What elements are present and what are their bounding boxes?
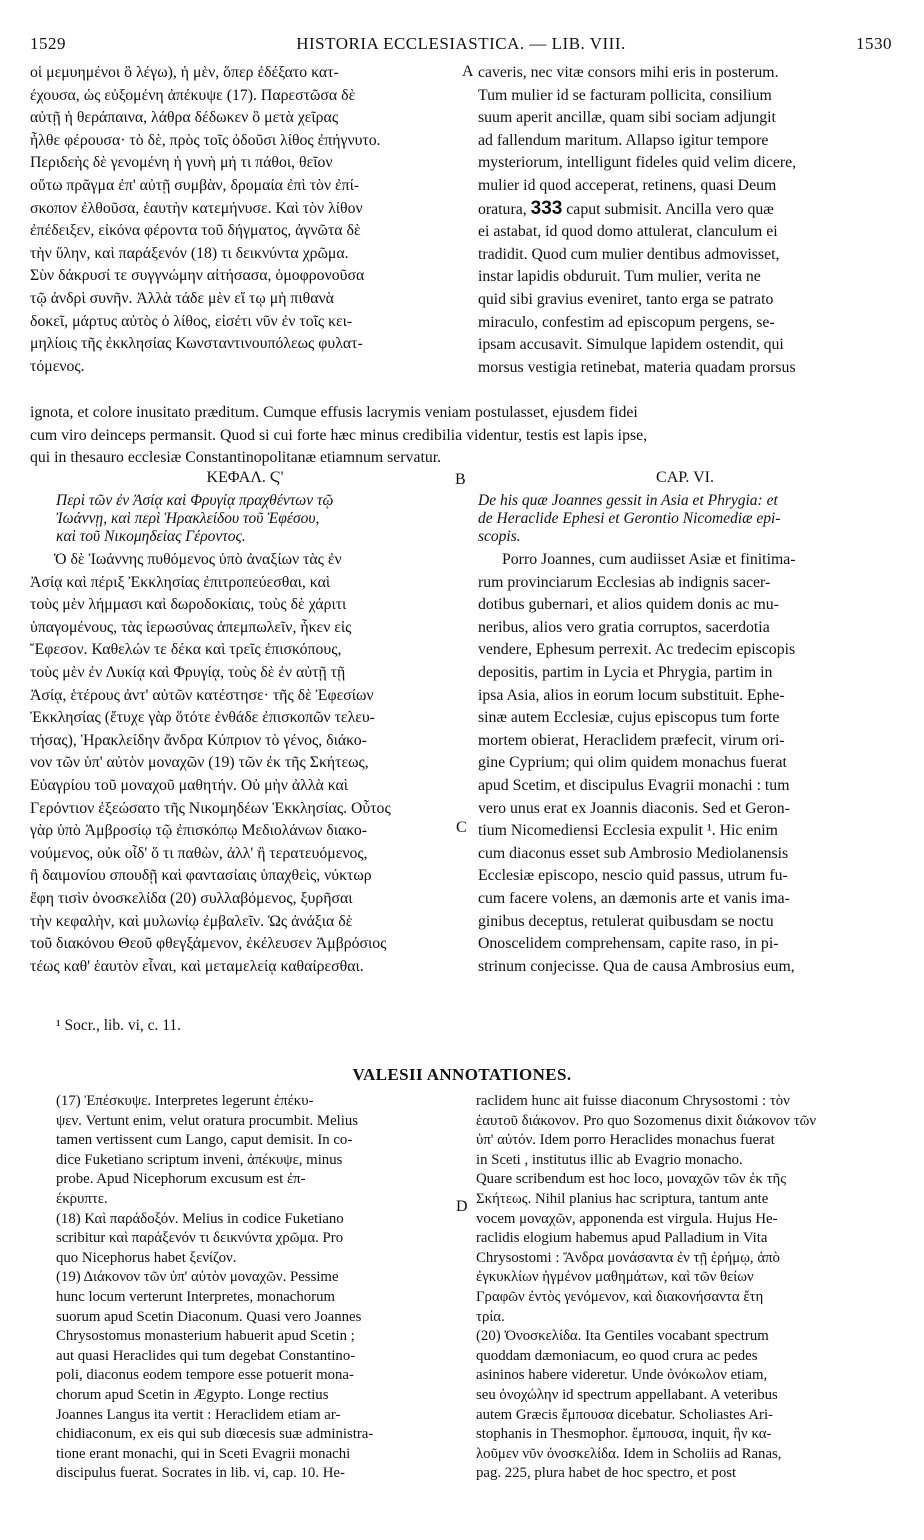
text-line: ἔφη τισὶν ὀνοσκελίδα (20) συλλαβόμενος, ξυρῆσαι [30, 889, 353, 907]
text-line: ipsa Asia, alios in eorum locum substituit. Ephe- [478, 686, 785, 704]
text-line: αὐτῇ ἡ θεράπαινα, λάθρα δέδωκεν ὃ μετὰ χεῖρας [30, 109, 339, 127]
text-line: rum provinciarum Ecclesias ab indignis sacer- [478, 573, 771, 591]
margin-marker-a: A [462, 63, 474, 80]
text-line: οἱ μεμυημένοι ὃ λέγω), ἡ μὲν, ὅπερ ἐδέξατο κατ- [30, 64, 339, 81]
text-line: τήσας), Ἡρακλείδην ἄνδρα Κύπριον τὸ γένος, διάκο- [30, 731, 367, 749]
text-line: Porro Joannes, cum audiisset Asiæ et finitima- [502, 551, 796, 568]
text-line: mysteriorum, intelligunt fideles quid velim dicere, [478, 154, 797, 172]
note-line: asininos habere videretur. Unde ὀνόκωλον etiam, [476, 1367, 768, 1384]
note-line: stophanis in Thesmophor. ἔμπουσα, inquit, ἣν κα- [476, 1426, 772, 1443]
note-line: in Sceti , institutus illic ab Evagrio monacho. [476, 1151, 743, 1168]
note-line: discipulus fuerat. Socrates in lib. vi, cap. 10. He- [56, 1465, 345, 1482]
running-title: HISTORIA ECCLESIASTICA. — LIB. VIII. [296, 34, 626, 53]
page-number-left: 1529 [30, 34, 66, 53]
margin-marker-b: B [455, 471, 466, 488]
text-line: scopis. [478, 528, 521, 545]
text-line: dotibus gubernari, et alios quidem donis ac mu- [478, 596, 779, 614]
text-line: δοκεῖ, μάρτυς αὐτὸς ὁ λίθος, εἰσέτι νῦν ἐν τοῖς κει- [30, 312, 353, 330]
text-line: τοὺς μὲν ἐν Λυκίᾳ καὶ Φρυγίᾳ, τοὺς δὲ ἐν αὐτῇ τῇ [30, 663, 346, 681]
greek-column-body [30, 549, 460, 978]
latin-column-body [478, 549, 892, 978]
text-line: τόμενος. [30, 357, 85, 375]
note-line: Joannes Langus ita vertit : Heraclidem etiam ar- [56, 1406, 341, 1423]
text-line: καὶ τοῦ Νικομηδείας Γέροντος. [56, 528, 246, 545]
note-line: (20) Ὀνοσκελίδα. Ita Gentiles vocabant spectrum [476, 1328, 769, 1345]
text-line: de Heraclide Ephesi et Gerontio Nicomediæ epi- [478, 510, 781, 527]
text-line: οὕτω πρᾶγμα ἐπ' αὐτῇ συμβὰν, δρομαία ἐπὶ τὸν ἐπί- [30, 176, 360, 194]
text-line: Ἀσίᾳ, ἑτέρους ἀντ' αὐτῶν κατέστησε· τῆς δὲ Ἐφεσίων [30, 686, 374, 704]
note-line: raclidem hunc ait fuisse diaconum Chrysostomi : τὸν [476, 1093, 790, 1109]
text-line: νούμενος, οὐκ οἶδ' ὅ τι παθὼν, ἀλλ' ἢ τερατευόμενος, [30, 844, 368, 862]
running-header [30, 34, 892, 58]
text-line: tradidit. Quod cum mulier dentibus admovisset, [478, 245, 780, 263]
text-line: νον τῶν ὑπ' αὐτὸν μοναχῶν (19) τῶν ἐκ τῆς Σκήτεως, [30, 754, 369, 772]
note-line: chorum apud Scetin in Ægypto. Longe rectius [56, 1386, 329, 1403]
text-line: Tum mulier id se facturam pollicita, consilium [478, 86, 772, 104]
note-line: ἑαυτοῦ διάκονον. Pro quo Sozomenus dixit διάκονον τῶν [476, 1112, 817, 1129]
text-line: caveris, nec vitæ consors mihi eris in posterum. [478, 64, 779, 81]
text-line: Ἰωάννῃ, καὶ περὶ Ἡρακλείδου τοῦ Ἐφέσου, [56, 510, 320, 527]
note-line: Chrysostomi : Ἄνδρα μονάσαντα ἐν τῇ ἐρήμῳ, ἀπὸ [476, 1249, 780, 1266]
text-line: ei astabat, id quod domo attulerat, clanculum ei [478, 223, 778, 241]
note-line: poli, diaconus eodem tempore esse potuerit mona- [56, 1367, 354, 1384]
text-line: ginibus deceptus, retulerat quibusdam se noctu [478, 912, 774, 930]
text-line: Γερόντιον ἐξεώσατο τῆς Νικομηδέων Ἐκκλησίας. Οὗτος [30, 799, 391, 817]
note-line: probe. Apud Nicephorum excusum est ἐπ- [56, 1171, 306, 1188]
note-line: έκρυπτε. [56, 1190, 108, 1207]
note-line: quoddam dæmoniacum, eo quod crura ac pedes [476, 1347, 758, 1364]
text-line: qui in thesauro ecclesiæ Constantinopolitanæ etiamnum servatur. [30, 449, 442, 467]
notes-title: VALESII ANNOTATIONES. [352, 1065, 572, 1084]
note-line: suorum apud Scetin Diaconum. Quasi vero Joannes [56, 1308, 362, 1325]
text-line: τοῦ διακόνου Θεοῦ φθεγξάμενον, ἐκέλευσεν Ἀμβρόσιος [30, 935, 387, 953]
note-line: quo Nicephorus habet ξενίζον. [56, 1249, 237, 1266]
text-line: γὰρ ὑπὸ Ἀμβροσίῳ τῷ ἐπισκόπῳ Μεδιολάνων διακο- [30, 822, 368, 840]
note-line: raclidis elogium habemus apud Palladium in Vita [476, 1230, 768, 1247]
text-line: depositis, partim in Lycia et Phrygia, partim in [478, 663, 773, 681]
text-line: ἦλθε φέρουσα· τὸ δὲ, πρὸς τοῖς ὀδοῦσι λίθος ἐπήγνυτο. [30, 131, 381, 149]
note-line: pag. 225, plura habet de hoc spectro, et post [476, 1465, 737, 1482]
text-line: cum facere volens, an dæmonis arte et vanis ima- [478, 889, 790, 907]
text-line: strinum conjecisse. Qua de causa Ambrosius eum, [478, 957, 795, 975]
text-line: quid sibi gravius eveniret, tanto erga se patrato [478, 290, 774, 308]
text-line: Ἔφεσον. Καθελών τε δέκα καὶ τρεῖς ἐπισκόπους, [30, 641, 342, 659]
text-line: Περὶ τῶν ἐν Ἀσίᾳ καὶ Φρυγίᾳ πραχθέντων τῷ [56, 492, 334, 509]
latin-chapter-summary [478, 492, 892, 546]
latin-column-top [478, 62, 892, 379]
text-line: ignota, et colore inusitato præditum. Cumque effusis lacrymis veniam postulasset, ejusdem fidei [30, 404, 638, 421]
text-line: τοὺς μὲν λήμμασι καὶ δωροδοκίαις, τοὺς δὲ χάριτι [30, 596, 347, 614]
greek-chapter-heading: ΚΕΦΑΛ. Ϛ' [206, 469, 284, 486]
text-line: μηλίοις τῆς ἐκκλησίας Κωνσταντινουπόλεως φυλατ- [30, 335, 363, 353]
text-line: cum diaconus esset sub Ambrosio Mediolanensis [478, 844, 789, 862]
note-line: vocem μοναχῶν, apponenda est virgula. Hujus He- [476, 1210, 778, 1227]
note-line: λοῦμεν νῦν ὀνοσκελίδα. Idem in Scholiis ad Ranas, [476, 1445, 782, 1462]
text-line: Εὐαγρίου τοῦ μοναχοῦ μαθητήν. Οὐ μὴν ἀλλὰ καὶ [30, 776, 349, 794]
margin-marker-d: D [456, 1198, 468, 1215]
text-line: De his quæ Joannes gessit in Asia et Phrygia: et [478, 492, 778, 509]
text-line: ipsam accusavit. Simulque lapidem ostendit, qui [478, 336, 784, 354]
text-line: τὴν κεφαλὴν, καὶ μυλωνίῳ ἐμβαλεῖν. Ὡς ἀνάξια δὲ [30, 912, 353, 930]
text-line: sinæ autem Ecclesiæ, cujus episcopus tum forte [478, 709, 780, 727]
notes-column-right [476, 1092, 890, 1484]
text-line: Περιδεὴς δὲ γενομένη ἡ γυνὴ μή τι πάθοι, θεῖον [30, 154, 333, 172]
text-line: miraculo, confestim ad episcopum pergens, se- [478, 313, 775, 331]
greek-column-top [30, 62, 460, 378]
text-line: ἐπέδειξεν, εἰκόνα φέροντα τοῦ δήγματος, ἀγνῶτα δὲ [30, 222, 361, 240]
text-line: Ἐκκλησίας (ἔτυχε γὰρ ὅτότε ἐνθάδε ἐπισκοπῶν τελευ- [30, 709, 375, 727]
text-line: Ecclesiæ episcopo, nescio quid passus, utrum fu- [478, 867, 788, 885]
text-line: vero unus erat ex Joannis diaconis. Sed et Geron- [478, 799, 790, 817]
text-line: Onoscelidem comprehensam, capite raso, in pi- [478, 935, 779, 953]
note-line: tamen vertissent cum Lango, caput demisit. In co- [56, 1132, 353, 1149]
column-number: 333 [530, 197, 563, 219]
note-line: (17) Ἐπέσκυψε. Interpretes legerunt ἐπέκυ- [56, 1093, 314, 1109]
note-line: ἐγκυκλίων ἡγμένον μαθημάτων, καὶ τῶν θείων [476, 1269, 754, 1286]
latin-chapter-heading: CAP. VI. [656, 469, 714, 486]
text-line: morsus vestigia retinebat, materia quadam prorsus [478, 358, 796, 376]
note-line: dice Fuketiano scriptum inveni, ἀπέκυψε, minus [56, 1151, 343, 1168]
greek-chapter-summary [56, 492, 460, 546]
note-line: autem Græcis ἔμπουσα dicebatur. Scholiastes Ari- [476, 1406, 773, 1423]
text-line: neribus, alios vero gratia corruptos, sacerdotia [478, 618, 770, 636]
text-line: ὑπαγομένους, τὰς ἱερωσύνας ἀπεμπωλεῖν, ἧκεν εἰς [30, 618, 352, 636]
text-line: Σὺν δάκρυσί τε συγγνώμην αἰτήσασα, ὁμοφρονοῦσα [30, 267, 365, 285]
text-line: Ὁ δὲ Ἰωάννης πυθόμενος ὑπὸ ἀναξίων τὰς ἐν [54, 551, 342, 568]
text-line: tium Nicomediensi Ecclesia expulit ¹. Hic enim [478, 822, 778, 840]
latin-full-width [30, 402, 892, 470]
text-line: τῷ ἀνδρὶ συνῆν. Ἀλλὰ τάδε μὲν εἴ τῳ μὴ πιθανὰ [30, 289, 334, 307]
text-line: σκοπον ἐλθοῦσα, ἑαυτὴν κατεμήνυσε. Καὶ τὸν λίθον [30, 199, 363, 217]
text-line: Ἀσίᾳ καὶ πέριξ Ἐκκλησίας ἐπιτροπεύεσθαι, καὶ [30, 573, 331, 591]
note-line: aut quasi Heraclides qui tum degebat Constantino- [56, 1347, 356, 1364]
text-line: τέως καθ' ἑαυτὸν εἶναι, καὶ μεταμελείᾳ καθαίρεσθαι. [30, 957, 364, 975]
text-line: mortem obierat, Heraclidem præfecit, virum ori- [478, 731, 785, 749]
text-segment: caput submisit. Ancilla vero quæ [566, 200, 774, 218]
text-line: vendere, Ephesum perrexit. Ac tredecim episcopis [478, 641, 796, 659]
note-line: chidiaconum, ex eis qui sub diœcesis suæ administra- [56, 1426, 374, 1443]
note-line: ψεν. Vertunt enim, velut oratura procumbit. Melius [56, 1112, 359, 1129]
footnote: ¹ Socr., lib. vi, c. 11. [56, 1017, 182, 1034]
text-line: cum viro deinceps permansit. Quod si cui forte hæc minus credibilia videntur, testis est lapis ipse, [30, 426, 648, 444]
note-line: Σκήτεως. Nihil planius hac scriptura, tantum ante [476, 1190, 769, 1207]
text-line: τὴν ὕλην, καὶ παράξενόν (18) τι δεικνύντα χρῶμα. [30, 244, 349, 262]
note-line: seu ὀνοχώλην id spectrum appellabant. A veteribus [476, 1386, 778, 1403]
note-line: hunc locum verterunt Interpretes, monachorum [56, 1288, 335, 1305]
text-segment: oratura, [478, 200, 527, 218]
text-line [478, 198, 892, 222]
margin-marker-c: C [456, 819, 467, 836]
note-line: τρία. [476, 1308, 505, 1325]
note-line: Chrysostomus monasterium habuerit apud Scetin ; [56, 1328, 355, 1345]
note-line: tione erant monachi, qui in Sceti Evagrii monachi [56, 1445, 351, 1462]
text-line: suum aperit ancillæ, quam sibi sociam adjungit [478, 109, 776, 127]
note-line: (19) Διάκονον τῶν ὑπ' αὐτὸν μοναχῶν. Pessime [56, 1269, 339, 1286]
note-line: Γραφῶν ἐντὸς γενόμενον, καὶ διακονήσαντα ἔτη [476, 1288, 764, 1305]
notes-column-left [56, 1092, 456, 1484]
text-line: ἢ δαιμονίου σπουδῇ καὶ φαντασίαις ὑπαχθεὶς, νύκτωρ [30, 867, 372, 885]
note-line: ὑπ' αὐτόν. Idem porro Heraclides monachus fuerat [476, 1132, 775, 1149]
text-line: έχουσα, ὡς εὐξομένη ἀπέκυψε (17). Παρεστῶσα δὲ [30, 86, 356, 104]
text-line: apud Scetim, et discipulus Evagrii monachi : tum [478, 776, 790, 794]
text-line: ad fallendum maritum. Allapso igitur tempore [478, 131, 769, 149]
note-line: scribitur καὶ παράξενόν τι δεικνύντα χρῶμα. Pro [56, 1230, 344, 1247]
text-line: instar lapidis obduruit. Tum mulier, verita ne [478, 268, 761, 286]
note-line: (18) Καὶ παράδοξόν. Melius in codice Fuketiano [56, 1210, 344, 1227]
note-line: Quare scribendum est hoc loco, μοναχῶν τῶν ἐκ τῆς [476, 1171, 787, 1188]
page-number-right: 1530 [856, 34, 892, 53]
text-line: gine Cyprium; qui olim quidem monachus fuerat [478, 754, 787, 772]
text-line: mulier id quod acceperat, retinens, quasi Deum [478, 176, 777, 194]
